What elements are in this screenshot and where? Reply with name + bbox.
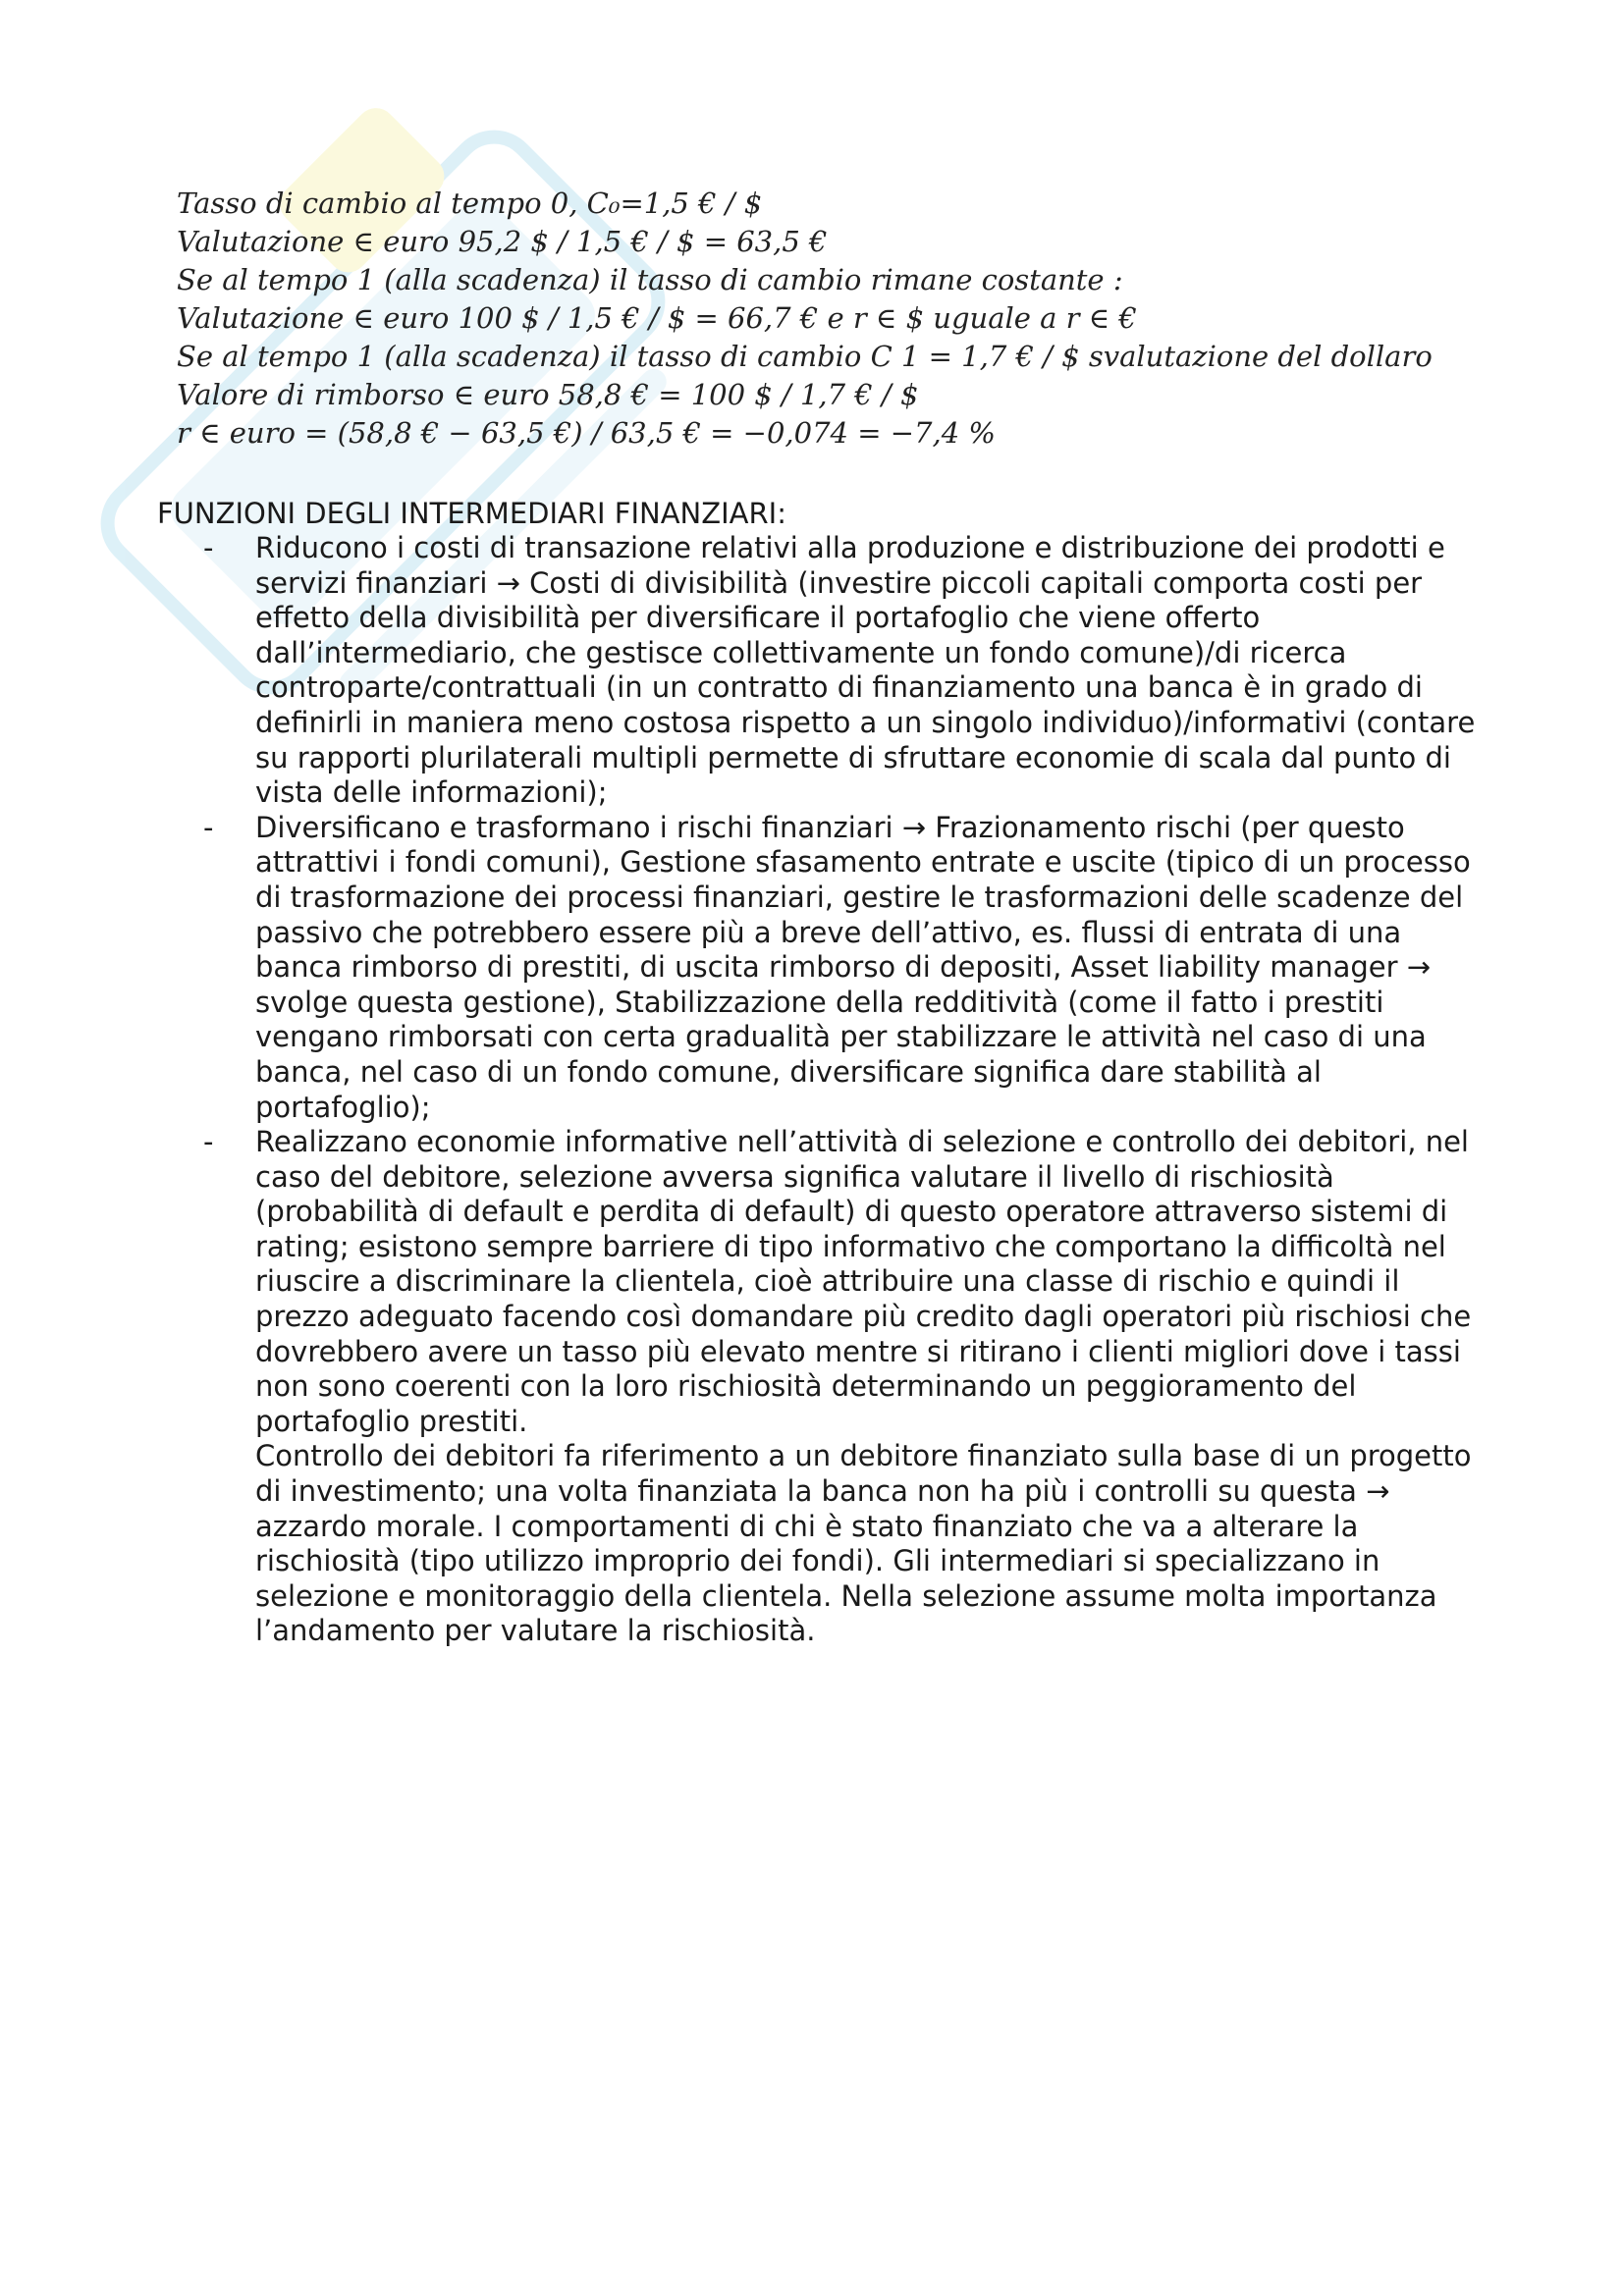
math-line: Tasso di cambio al tempo 0, C₀=1,5 € / $ xyxy=(177,187,763,220)
math-line: Valore di rimborso ∈ euro 58,8 € = 100 $ / 1,7 € / $ xyxy=(177,378,919,411)
math-line: Se al tempo 1 (alla scadenza) il tasso di cambio rimane costante : xyxy=(177,263,1123,296)
math-line: Valutazione ∈ euro 100 $ / 1,5 € / $ = 66,7 € e r ∈ $ uguale a r ∈ € xyxy=(177,301,1137,335)
bullet-text: Diversificano e trasformano i rischi finanziari → Frazionamento rischi (per questo attrattivi i fondi comuni), Gestione sfasamento entrate e uscite (tipico di un processo di trasformazione dei processi finanziari, gestire le trasformazioni delle scadenze del passivo che potrebbero essere più a breve dell’attivo, es. flussi di entrata di una banca rimborso di prestiti, di uscita rimborso di depositi, Asset liability manager → svolge questa gestione), Stabilizzazione della redditività (come il fatto i prestiti vengano rimborsati con certa gradualità per stabilizzare le attività nel caso di una banca, nel caso di un fondo comune, diversificare significa dare stabilità al portafoglio); xyxy=(255,810,1471,1124)
list-item xyxy=(201,1125,1478,1649)
bullet-text: Riducono i costi di transazione relativi alla produzione e distribuzione dei prodotti e servizi finanziari → Costi di divisibilità (investire piccoli capitali comporta costi per effetto della divisibilità per diversificare il portafoglio che viene offerto dall’intermediario, che gestisce collettivamente un fondo comune)/di ricerca controparte/contrattuali (in un contratto di finanziamento una banca è in grado di definirli in maniera meno costosa rispetto a un singolo individuo)/informativi (contare su rapporti plurilaterali multipli permette di sfruttare economie di scala dal punto di vista delle informazioni); xyxy=(255,531,1476,810)
bullet-list xyxy=(201,531,1478,1649)
bullet-continuation-text: Controllo dei debitori fa riferimento a un debitore finanziato sulla base di un progetto di investimento; una volta finanziata la banca non ha più i controlli su questa → azzardo morale. I comportamenti di chi è stato finanziato che va a alterare la rischiosità (tipo utilizzo improprio dei fondi). Gli intermediari si specializzano in selezione e monitoraggio della clientela. Nella selezione assume molta importanza l’andamento per valutare la rischiosità. xyxy=(255,1439,1472,1648)
bullet-dash: - xyxy=(203,810,214,844)
section-heading: FUNZIONI DEGLI INTERMEDIARI FINANZIARI: xyxy=(157,497,786,530)
list-item xyxy=(201,531,1478,811)
list-item xyxy=(201,811,1478,1125)
bullet-text: Realizzano economie informative nell’attività di selezione e controllo dei debitori, nel caso del debitore, selezione avversa significa valutare il livello di rischiosità (probabilità di default e perdita di default) di questo operatore attraverso sistemi di rating; esistono sempre barriere di tipo informativo che comportano la difficoltà nel riuscire a discriminare la clientela, cioè attribuire una classe di rischio e quindi il prezzo adeguato facendo così domandare più credito dagli operatori più rischiosi che dovrebbero avere un tasso più elevato mentre si ritirano i clienti migliori dove i tassi non sono coerenti con la loro rischiosità determinando un peggioramento del portafoglio prestiti. xyxy=(255,1125,1472,1438)
math-line: Valutazione ∈ euro 95,2 $ / 1,5 € / $ = 63,5 € xyxy=(177,225,828,258)
bullet-dash: - xyxy=(203,1125,214,1159)
bullet-dash: - xyxy=(203,531,214,564)
math-line: r ∈ euro = (58,8 € − 63,5 €) / 63,5 € = −0,074 = −7,4 % xyxy=(177,416,996,450)
math-line: Se al tempo 1 (alla scadenza) il tasso di cambio C 1 = 1,7 € / $ svalutazione del dollaro xyxy=(177,340,1433,373)
exchange-rate-calculations xyxy=(177,185,1453,453)
